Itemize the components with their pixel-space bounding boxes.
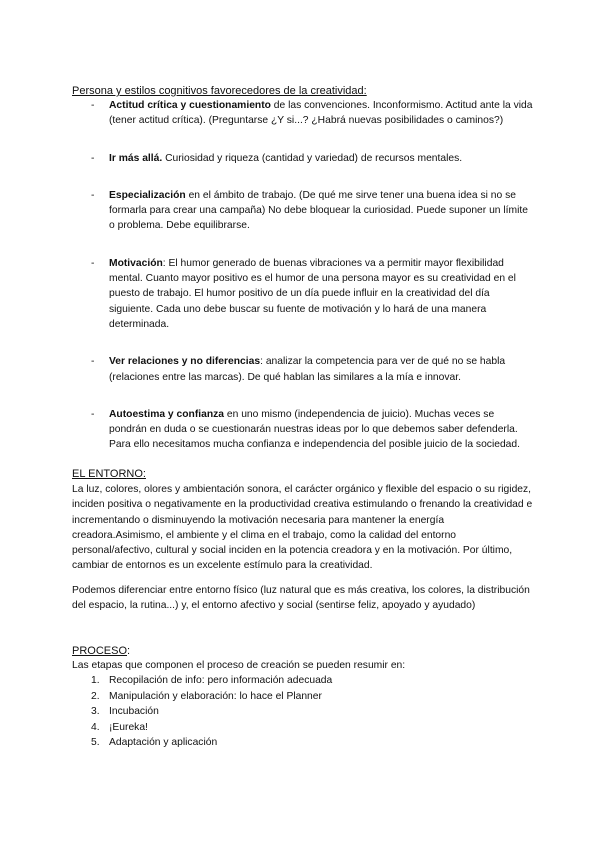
item-text: en uno mismo (independencia de juicio). Muchas veces se pondrán en duda o se cuestionarán nuestras ideas por lo que debemos saber defenderla. Para ello necesitamos mucha confianza e independencia del posible juicio de la sociedad. <box>109 408 520 451</box>
process-steps-list <box>72 673 332 751</box>
item-bold: Especialización <box>109 189 186 201</box>
list-item: - Ir más allá. Curiosidad y riqueza (cantidad y variedad) de recursos mentales. <box>91 152 463 164</box>
entorno-paragraph-2: Podemos diferenciar entre entorno físico (luz natural que es más creativa, los colores, la distribución del espacio, la rutina...) y, el entorno afectivo y social (sentirse feliz, apoyado y ayudado) <box>72 585 530 612</box>
section-title-proceso <box>72 644 130 658</box>
step-number: 4. <box>91 721 100 733</box>
step-number: 5. <box>91 737 100 748</box>
item-bold: Motivación <box>109 257 163 269</box>
proceso-intro: Las etapas que componen el proceso de creación se pueden resumir en: <box>72 660 406 671</box>
section-title-persona: Persona y estilos cognitivos favorecedores de la creatividad: <box>72 85 367 97</box>
section-title-entorno: EL ENTORNO: <box>72 468 146 480</box>
cognitive-styles-list <box>72 98 534 475</box>
item-bold: Actitud crítica y cuestionamiento <box>109 100 271 111</box>
step-number: 2. <box>91 690 100 702</box>
item-text: en el ámbito de trabajo. (De qué me sirve tener una buena idea si no se formarla para crear una campaña) No debe bloquear la curiosidad. Puede suponer un límite o problema. Debe equilibrarse. <box>109 189 528 232</box>
step-text: ¡Eureka! <box>109 721 148 733</box>
list-item <box>72 735 332 751</box>
proceso-title-text: PROCESO <box>72 645 128 657</box>
step-text: Manipulación y elaboración: lo hace el Planner <box>109 690 322 702</box>
item-text: : El humor generado de buenas vibraciones va a permitir mayor flexibilidad mental. Cuanto mayor positivo es el humor de una persona mayor es su creatividad en el puesto de trabajo. El humor positivo de un día puede influir en la creatividad del día siguiente. Cada uno debe buscar su fuente de motivación y lo hará de una manera determinada. <box>109 257 516 330</box>
item-bold: Ver relaciones y no diferencias <box>109 356 261 368</box>
entorno-paragraph-1: La luz, colores, olores y ambientación sonora, el carácter orgánico y flexible del espacio o su rigidez, inciden positiva o negativamente en la productividad creativa estimulando o frenando la creatividad e incrementando o disminuyendo la motivación necesaria para mantener la energía creadora.Asimismo, el ambiente y el clima en el trabajo, como la calidad del entorno personal/afectivo, cultural y social inciden en la potencia creadora y en la motivación. Por último, cambiar de entornos es un excelente estímulo para la creatividad. <box>72 484 533 572</box>
step-number: 1. <box>91 675 100 686</box>
item-text: : analizar la competencia para ver de qué no se habla (relaciones entre las marcas). De qué hablan las similares a la mía e innovar. <box>109 356 506 383</box>
step-text: Incubación <box>109 706 159 717</box>
list-item: - Especialización en el ámbito de trabajo. (De qué me sirve tener una buena idea si no se formarla para crear una campaña) No debe bloquear la curiosidad. Puede suponer un límite o problema. Debe equilibrarse. <box>91 189 528 232</box>
step-text: Recopilación de info: pero información adecuada <box>109 675 333 686</box>
list-item <box>72 673 332 689</box>
item-text: de las convenciones. Inconformismo. Actitud ante la vida (tener actitud crítica). (Preguntarse ¿Y si...? ¿Habrá nuevas posibilidades o caminos?) <box>109 100 533 127</box>
list-item: - Ver relaciones y no diferencias: analizar la competencia para ver de qué no se habla (relaciones entre las marcas). De qué hablan las similares a la mía e innovar. <box>91 356 506 383</box>
proceso-title-colon: : <box>127 645 131 657</box>
list-item: - Motivación: El humor generado de buenas vibraciones va a permitir mayor flexibilidad mental. Cuanto mayor positivo es el humor de una persona mayor es su creatividad en el puesto de trabajo. El humor positivo de un día puede influir en la creatividad del día siguiente. Cada uno debe buscar su fuente de motivación y lo hará de una manera determinada. <box>91 257 516 330</box>
step-number: 3. <box>91 706 100 717</box>
step-text: Adaptación y aplicación <box>109 737 218 748</box>
item-text: Curiosidad y riqueza (cantidad y variedad) de recursos mentales. <box>162 152 463 164</box>
list-item <box>72 689 332 705</box>
list-item: - Actitud crítica y cuestionamiento de las convenciones. Inconformismo. Actitud ante la vida (tener actitud crítica). (Preguntarse ¿Y si...? ¿Habrá nuevas posibilidades o caminos?) <box>91 100 533 127</box>
list-item <box>72 720 332 736</box>
item-bold: Autoestima y confianza <box>109 408 225 420</box>
list-item: - Autoestima y confianza en uno mismo (independencia de juicio). Muchas veces se pondrán en duda o se cuestionarán nuestras ideas por lo que debemos saber defenderla. Para ello necesitamos mucha confianza e independencia del posible juicio de la sociedad. <box>91 408 520 451</box>
item-bold: Ir más allá. <box>109 152 163 164</box>
list-item <box>72 704 332 720</box>
